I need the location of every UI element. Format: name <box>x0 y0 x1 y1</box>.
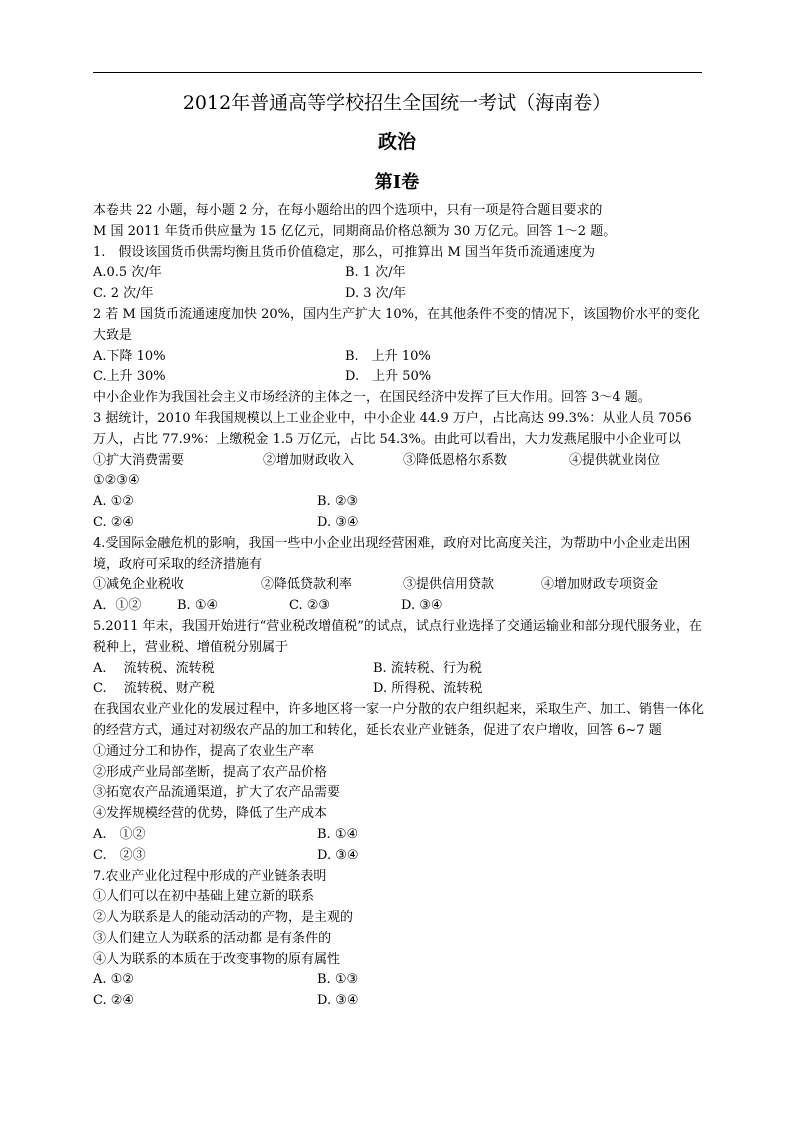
item-2: ②降低贷款利率 <box>261 577 353 593</box>
section-heading: 第Ⅰ卷 <box>374 172 420 193</box>
options-row <box>93 492 705 513</box>
items-row <box>93 575 705 596</box>
option-c: C. ②③ <box>289 598 331 614</box>
option-d: D. ③④ <box>317 847 359 863</box>
item-1: ①扩大消费需要 <box>93 452 185 468</box>
exam-title: 2012年普通高等学校招生全国统一考试（海南卷） <box>182 92 612 114</box>
item-2: ②形成产业局部垄断，提高了农产品价格 <box>93 764 328 780</box>
option-a: A. ①② <box>93 826 146 842</box>
item-2: ②增加财政收入 <box>263 452 355 468</box>
question-5: 5.2011 年末，我国开始进行“营业税改增值税”的试点，试点行业选择了交通运输业和部分现代服务业，在税种上，营业税、增值税分别属于 <box>93 618 702 655</box>
option-b: B. ①④ <box>177 598 219 614</box>
item-4: ④人为联系的本质在于改变事物的原有属性 <box>93 951 341 967</box>
question-1: 1. 假设该国货币供需均衡且货币价值稳定，那么，可推算出 M 国当年货币流通速度为 <box>93 244 595 260</box>
top-rule <box>93 72 702 73</box>
subject-heading: 政治 <box>377 131 416 153</box>
item-3: ③拓宽农产品流通渠道，扩大了农产品需要 <box>93 785 341 801</box>
option-c: C. 2 次/年 <box>93 286 154 302</box>
options-row <box>93 367 705 388</box>
options-row <box>93 347 705 368</box>
option-a: A. ①② <box>93 972 134 988</box>
intro-text: 本卷共 22 小题，每小题 2 分，在每小题给出的四个选项中，只有一项是符合题目要求的 <box>93 203 603 218</box>
items-combined: ①②③④ <box>93 473 140 489</box>
option-c: C. ②④ <box>93 993 135 1009</box>
options-row <box>93 825 705 846</box>
item-1: ①人们可以在初中基础上建立新的联系 <box>93 889 315 905</box>
option-c: C.上升 30% <box>93 369 166 385</box>
option-a: A. 流转税、流转税 <box>93 660 215 676</box>
exam-body <box>93 201 705 1012</box>
option-b: B. 流转税、行为税 <box>373 660 482 676</box>
option-b: B. ①③ <box>317 972 359 988</box>
item-4: ④发挥规模经营的优势，降低了生产成本 <box>93 806 328 822</box>
option-c: C. 流转税、财产税 <box>93 681 215 697</box>
options-row <box>93 513 705 534</box>
question-4: 4.受国际金融危机的影响，我国一些中小企业出现经营困难，政府对比高度关注，为帮助中小企业走出困境，政府可采取的经济措施有 <box>93 535 691 572</box>
option-b: B. 上升 10% <box>345 348 431 364</box>
option-a: A.下降 10% <box>93 348 166 364</box>
option-d: D. ③④ <box>317 514 359 530</box>
item-4: ④增加财政专项资金 <box>541 577 659 593</box>
intro-text: M 国 2011 年货币供应量为 15 亿亿元，同期商品价格总额为 30 万亿元。回答 1～2 题。 <box>93 223 617 239</box>
options-row <box>93 970 705 991</box>
options-row <box>93 679 705 700</box>
option-a: A.0.5 次/年 <box>93 265 162 281</box>
option-d: D. ③④ <box>401 598 443 614</box>
option-a: A. ①② <box>93 494 134 510</box>
question-7: 7.农业产业化过程中形成的产业链条表明 <box>93 868 327 884</box>
items-row <box>93 451 705 472</box>
option-d: D. 上升 50% <box>345 369 432 385</box>
option-c: C. ②③ <box>93 847 146 863</box>
item-1: ①减免企业税收 <box>93 577 185 593</box>
item-3: ③提供信用贷款 <box>403 577 495 593</box>
options-row <box>93 846 705 867</box>
item-4: ④提供就业岗位 <box>569 452 661 468</box>
option-b: B. ②③ <box>317 494 359 510</box>
intro-text: 中小企业作为我国社会主义市场经济的主体之一，在国民经济中发挥了巨大作用。回答 3～4 题。 <box>93 390 651 406</box>
option-b: B. ①④ <box>317 826 359 842</box>
item-3: ③人们建立人为联系的活动都 是有条件的 <box>93 930 332 946</box>
options-row <box>93 596 705 617</box>
item-1: ①通过分工和协作，提高了农业生产率 <box>93 743 315 759</box>
intro-text: 在我国农业产业化的发展过程中，许多地区将一家一户分散的农户组织起来，采取生产、加工、销售一体化的经营方式，通过对初级农产品的加工和转化，延长农业产业链条，促进了农户增收，回答 6~7 题 <box>93 702 705 738</box>
option-d: D. 所得税、流转税 <box>373 681 483 697</box>
options-row <box>93 284 705 305</box>
option-b: B. 1 次/年 <box>345 265 406 281</box>
question-2: 2 若 M 国货币流通速度加快 20%，国内生产扩大 10%，在其他条件不变的情况下，该国物价水平的变化大致是 <box>93 306 701 343</box>
option-d: D. ③④ <box>317 993 359 1009</box>
option-a: A．①② <box>93 598 142 614</box>
item-3: ③降低恩格尔系数 <box>403 452 508 468</box>
options-row <box>93 659 705 680</box>
options-row <box>93 263 705 284</box>
option-c: C. ②④ <box>93 514 135 530</box>
question-3: 3 据统计，2010 年我国规模以上工业企业中，中小企业 44.9 万户，占比高达 99.3%：从业人员 7056 万人，占比 77.9%：上缴税金 1.5 万亿元，占比 54.3%。由此可以看出，大力发燕尾服中小企业可以 <box>93 410 692 447</box>
options-row <box>93 991 705 1012</box>
option-d: D. 3 次/年 <box>345 286 407 302</box>
item-2: ②人为联系是人的能动活动的产物，是主观的 <box>93 910 354 926</box>
